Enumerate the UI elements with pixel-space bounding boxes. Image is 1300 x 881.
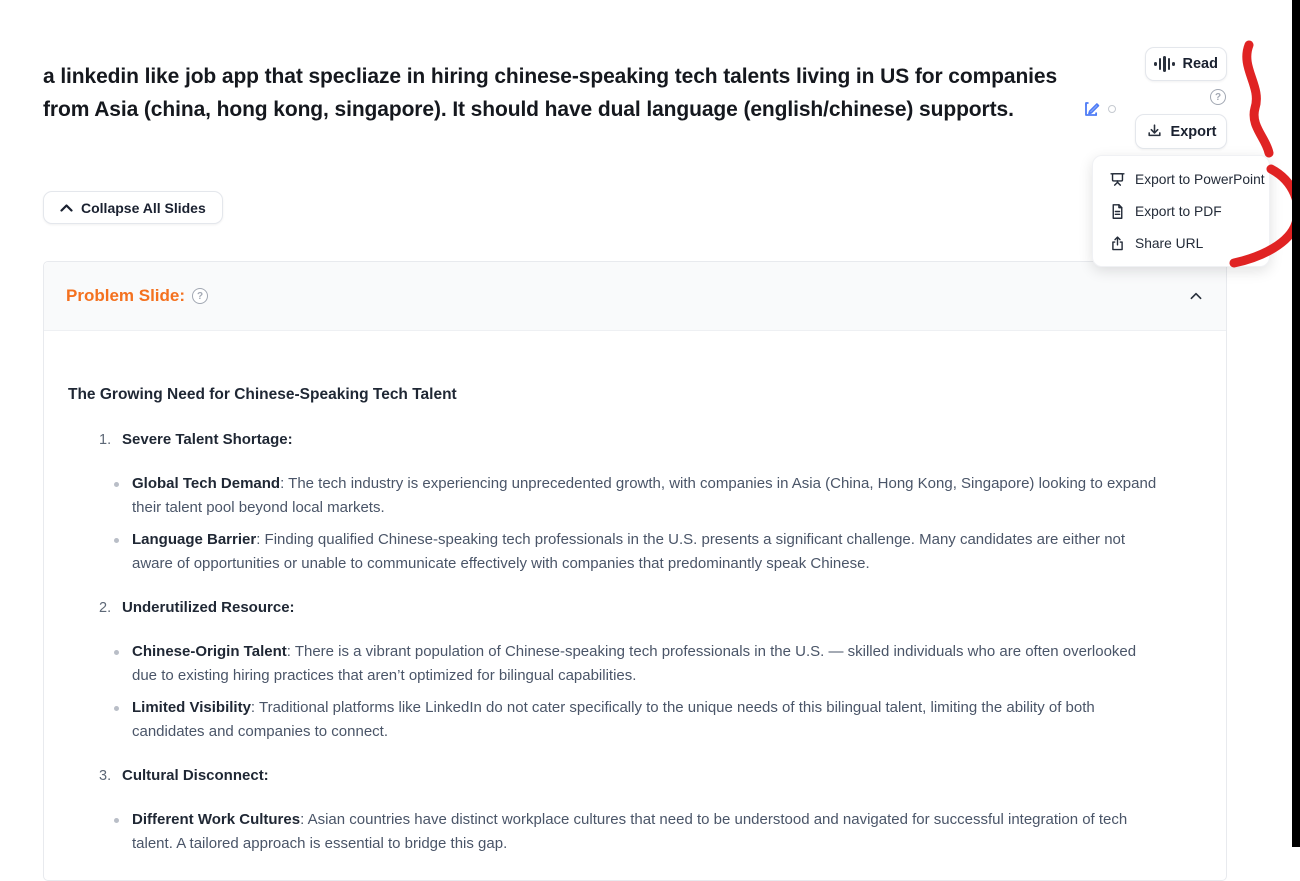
sections-list [68,430,1186,856]
read-button[interactable] [1145,47,1227,81]
bullet-dot-icon [114,818,119,823]
section-title-text: Severe Talent Shortage: [122,431,293,448]
section-number: 1. [99,432,112,448]
bullet-list [68,640,1186,744]
collapse-all-slides-button[interactable] [43,191,223,224]
section-title-row [68,766,1186,786]
bullet-lead: Different Work Cultures [132,811,301,828]
menu-item-label: Export to PowerPoint [1135,171,1265,187]
menu-item-export-pdf[interactable] [1093,195,1269,227]
bullet-text [132,640,1162,688]
menu-item-label: Export to PDF [1135,203,1222,219]
bullet-text [132,808,1162,856]
collapse-slide-chevron-up-icon[interactable] [1190,292,1202,300]
problem-slide-card [43,261,1227,881]
bullet-lead: Limited Visibility [132,699,251,716]
section-item [68,430,1186,576]
slide-content-heading: The Growing Need for Chinese-Speaking Tech Talent [68,386,457,403]
status-dot-icon [1108,105,1116,113]
menu-item-label: Share URL [1135,235,1204,251]
help-icon[interactable]: ? [1210,89,1226,105]
bullet-item [68,528,1186,576]
bullet-rest: : Asian countries have distinct workplace cultures that need to be understood and navigated for successful integration of tech talent. A tailored approach is essential to bridge this gap. [132,811,1128,852]
export-button[interactable] [1135,114,1227,149]
slide-card-title: Problem Slide: [66,286,186,305]
bullet-rest: : Traditional platforms like LinkedIn do not cater specifically to the unique needs of this bilingual talent, limiting the ability of both candidates and companies to connect. [132,699,1095,740]
slide-help-icon[interactable]: ? [192,288,208,304]
bullet-dot-icon [114,538,119,543]
bullet-rest: : Finding qualified Chinese-speaking tech professionals in the U.S. presents a significant challenge. Many candidates are either not aware of opportunities or unable to communicate effectively with companies that predominantly speak Chinese. [132,531,1126,572]
bullet-text [132,696,1162,744]
slide-card-header[interactable] [44,262,1226,331]
bullet-dot-icon [114,706,119,711]
bullet-item [68,472,1186,520]
bullet-text [132,472,1162,520]
read-button-label: Read [1182,56,1218,72]
section-title-text: Underutilized Resource: [122,599,295,616]
chevron-up-icon [60,204,73,212]
download-icon [1146,123,1163,140]
bullet-item [68,696,1186,744]
bullet-dot-icon [114,650,119,655]
edit-icon[interactable] [1083,100,1101,118]
section-title-row [68,598,1186,618]
bullet-item [68,808,1186,856]
bullet-lead: Chinese-Origin Talent [132,643,287,660]
share-icon [1109,235,1126,252]
screen-edge-bar [1292,0,1300,847]
waveform-icon [1154,56,1175,72]
bullet-lead: Global Tech Demand [132,475,281,492]
export-button-label: Export [1170,123,1217,140]
bullet-text [132,528,1162,576]
bullet-list [68,472,1186,576]
slide-card-body [44,331,1226,856]
bullet-lead: Language Barrier [132,531,257,548]
section-item [68,766,1186,856]
section-number: 3. [99,768,112,784]
bullet-rest: : The tech industry is experiencing unprecedented growth, with companies in Asia (China, Hong Kong, Singapore) looking to expand their talent pool beyond local markets. [132,475,1157,516]
section-title-row [68,430,1186,450]
bullet-dot-icon [114,482,119,487]
menu-item-export-powerpoint[interactable] [1093,163,1269,195]
menu-item-share-url[interactable] [1093,227,1269,259]
presentation-screen-icon [1109,171,1126,188]
bullet-rest: : There is a vibrant population of Chinese-speaking tech professionals in the U.S. — skilled individuals who are often overlooked due to existing hiring practices that aren’t optimized for bilingual capabilities. [132,643,1137,684]
section-title-text: Cultural Disconnect: [122,767,269,784]
prompt-title: a linkedin like job app that specliaze in hiring chinese-speaking tech talents living in US for companies from Asia (china, hong kong, singapore). It should have dual language (english/chinese) supports. [43,65,1058,121]
collapse-all-slides-label: Collapse All Slides [81,199,206,216]
bullet-list [68,808,1186,856]
bullet-item [68,640,1186,688]
pdf-document-icon [1109,203,1126,220]
export-dropdown-menu [1092,155,1270,267]
section-item [68,598,1186,744]
section-number: 2. [99,600,112,616]
